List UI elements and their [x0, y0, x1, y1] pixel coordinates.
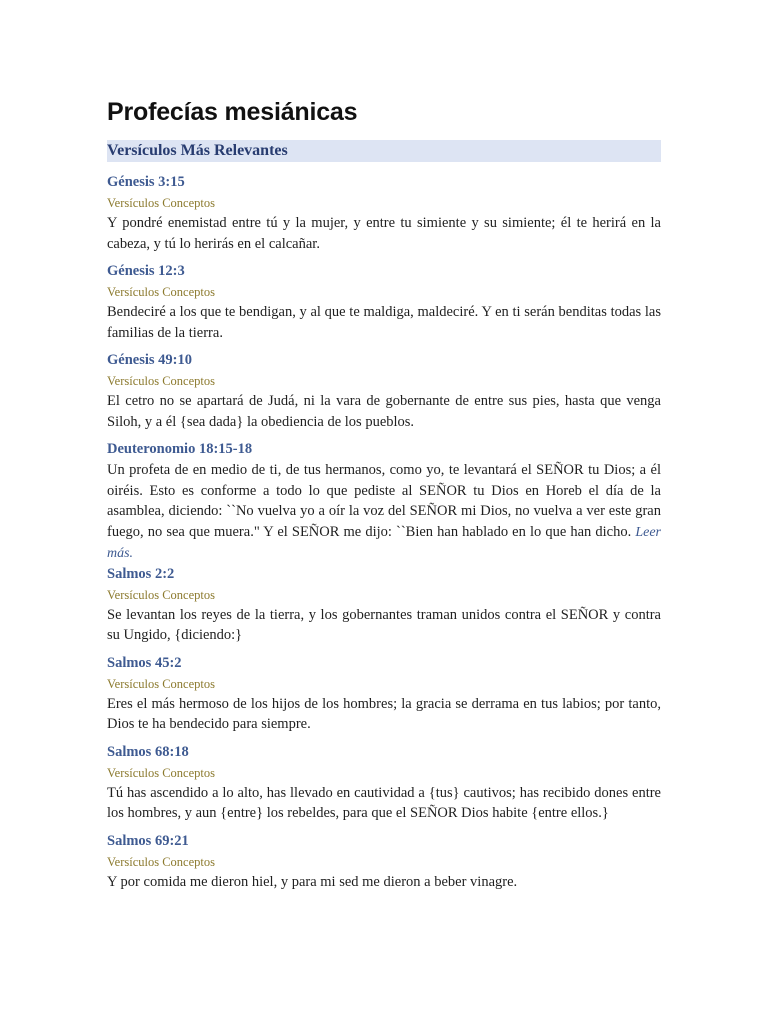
verse-text: El cetro no se apartará de Judá, ni la vara de gobernante de entre sus pies, hasta que venga Siloh, y a él {sea dada} la obediencia de los pueblos.: [107, 393, 661, 430]
verse-reference-link[interactable]: Salmos 68:18: [107, 743, 189, 760]
verse-entry-salmos-69-21: [107, 832, 661, 893]
verse-entry-deuteronomio-18-15: [107, 440, 661, 565]
verse-reference-link[interactable]: Salmos 45:2: [107, 654, 182, 671]
verse-reference-link[interactable]: Deuteronomio 18:15-18: [107, 441, 253, 457]
verse-reference-link[interactable]: Salmos 2:2: [107, 565, 175, 582]
verse-tags-link[interactable]: Versículos Conceptos: [107, 196, 215, 210]
verse-reference-link[interactable]: Salmos 69:21: [107, 832, 189, 849]
verse-tags-link[interactable]: Versículos Conceptos: [107, 676, 215, 691]
verse-text-body: Un profeta de en medio de ti, de tus hermanos, como yo, te levantará el SEÑOR tu Dios; a él oiréis. Esto es conforme a todo lo que pediste al SEÑOR tu Dios en Horeb el día de la asamblea, diciendo: ``No vuelva yo a oír la voz del SEÑOR mi Dios, no vuelva a ver este gran fuego, no sea que muera." Y el SEÑOR me dijo: ``Bien han hablado en lo que han dicho.: [107, 462, 661, 540]
verse-tags-link[interactable]: Versículos Conceptos: [107, 285, 215, 299]
verse-text: Eres el más hermoso de los hijos de los hombres; la gracia se derrama en tus labios; por tanto, Dios te ha bendecido para siempre.: [107, 695, 661, 732]
verse-text: [107, 460, 661, 565]
verse-text: Y por comida me dieron hiel, y para mi sed me dieron a beber vinagre.: [107, 873, 518, 890]
verse-entry-genesis-12-3: [107, 262, 661, 343]
verse-tags-link[interactable]: Versículos Conceptos: [107, 587, 215, 602]
verse-entry-genesis-49-10: [107, 351, 661, 432]
verse-reference-link[interactable]: Génesis 3:15: [107, 174, 185, 190]
verse-tags-link[interactable]: Versículos Conceptos: [107, 854, 215, 869]
verse-tags-link[interactable]: Versículos Conceptos: [107, 374, 215, 388]
verse-entry-salmos-2-2: [107, 565, 661, 646]
verse-text: Y pondré enemistad entre tú y la mujer, y entre tu simiente y su simiente; él te herirá en la cabeza, y tú lo herirás en el calcañar.: [107, 215, 661, 252]
verse-tags-link[interactable]: Versículos Conceptos: [107, 765, 215, 780]
verse-reference-link[interactable]: Génesis 12:3: [107, 263, 185, 279]
verse-entry-genesis-3-15: [107, 173, 661, 254]
verse-reference-link[interactable]: Génesis 49:10: [107, 352, 192, 368]
verse-entry-salmos-45-2: [107, 654, 661, 735]
section-header: Versículos Más Relevantes: [107, 140, 661, 162]
verse-entry-salmos-68-18: [107, 743, 661, 824]
page-title: Profecías mesiánicas: [107, 98, 358, 126]
document-content: [107, 96, 661, 900]
read-more-link[interactable]: Leer más.: [107, 524, 662, 561]
verse-text: Bendeciré a los que te bendigan, y al que te maldiga, maldeciré. Y en ti serán benditas todas las familias de la tierra.: [107, 304, 661, 341]
verse-text: Tú has ascendido a lo alto, has llevado en cautividad a {tus} cautivos; has recibido dones entre los hombres, y aun {entre} los rebeldes, para que el SEÑOR Dios habite {entre ellos.}: [107, 784, 661, 821]
verse-text: Se levantan los reyes de la tierra, y los gobernantes traman unidos contra el SEÑOR y contra su Ungido, {diciendo:}: [107, 606, 661, 643]
